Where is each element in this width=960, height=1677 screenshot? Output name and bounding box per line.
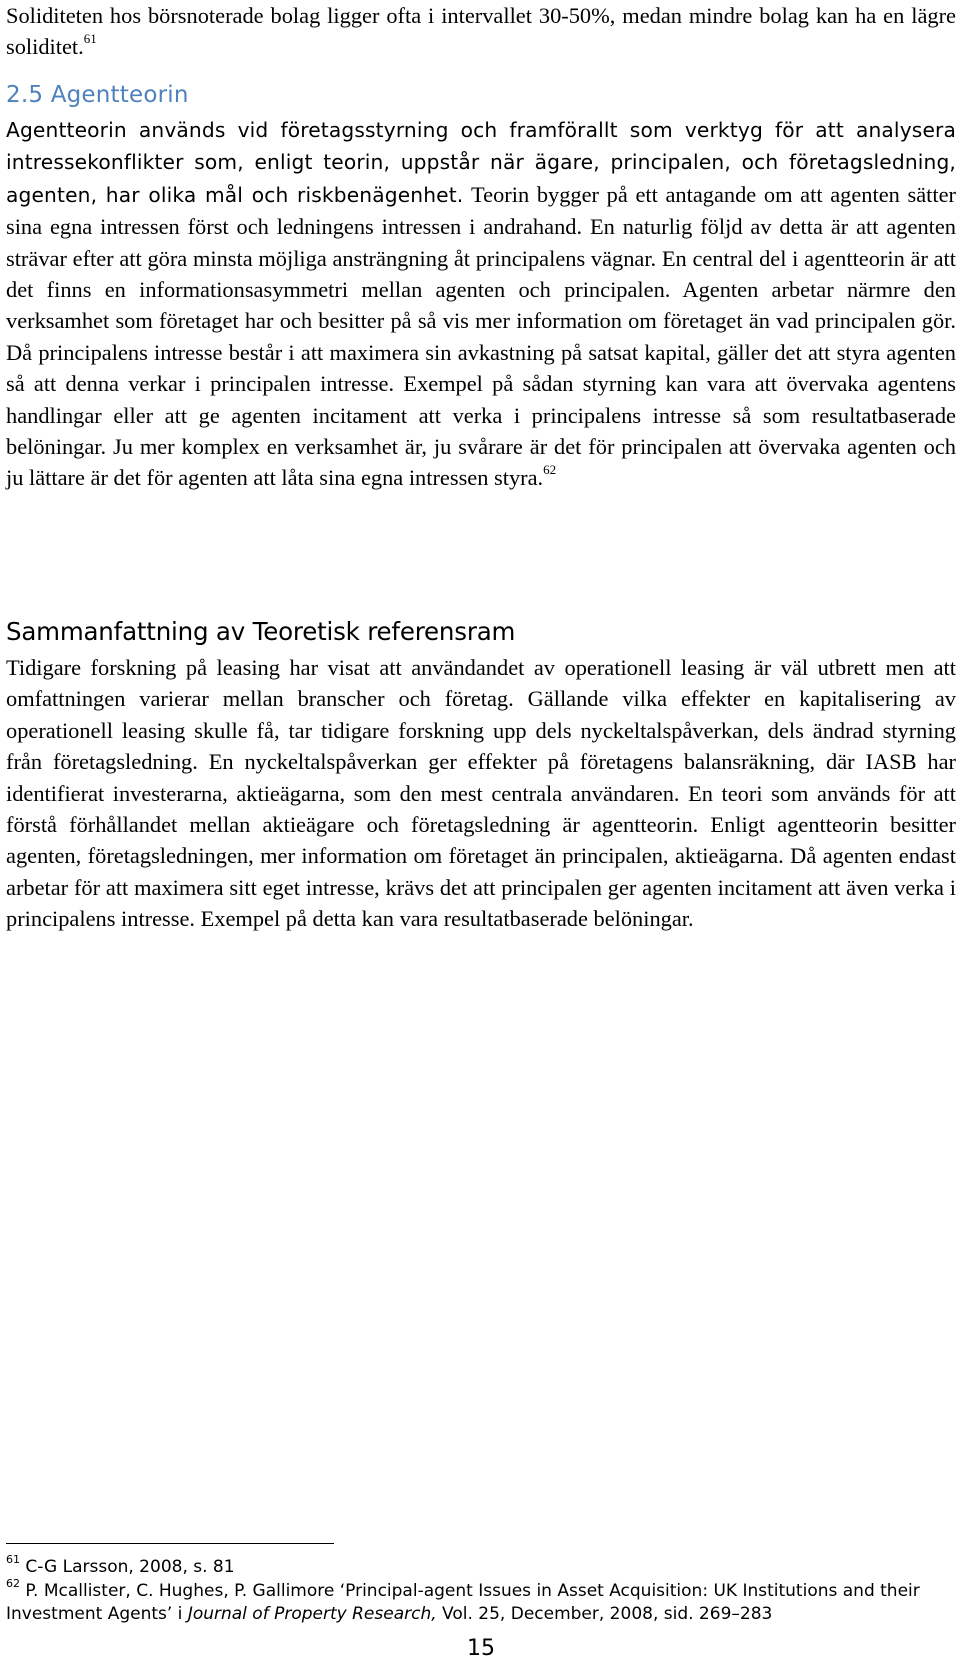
footnotes: [6, 1553, 956, 1627]
paragraph-agentteorin-intro: Agentteorin används vid företagsstyrning och framförallt som verktyg för att analysera intressekonflikter som, enligt teorin, uppstår när ägare, principalen, och företagsledning, agenten, har olika mål och riskbenägenhet.: [6, 118, 956, 207]
footnote-61: [6, 1553, 956, 1580]
paragraph-summary: Tidigare forskning på leasing har visat att användandet av operationell leasing är väl utbrett men att omfattningen varierar mellan branscher och företag. Gällande vilka effekter en kapitalisering av operationell leasing skulle få, tar tidigare forskning upp dels nyckeltalspåverkan, dels ändrad styrning från företagsledning. En nyckeltalspåverkan ger effekter på företagens balansräkning, där IASB har identifierat investerarna, aktieägarna, som den mest centrala användaren. En teori som används för att förstå förhållandet mellan aktieägare och företagsledning är agentteorin. Enligt agentteorin besitter agenten, företagsledningen, mer information om företaget än principalen, aktieägarna. Då agenten endast arbetar för att maximera sitt eget intresse, krävs det att principalen ger agenten incitament att även verka i principalens intresse. Exempel på detta kan vara resultatbaserade belöningar.: [6, 655, 956, 932]
footnote-number-61: 61: [6, 1553, 20, 1567]
footnote-ref-61[interactable]: 61: [83, 30, 97, 46]
page-number: 15: [467, 1636, 495, 1661]
document-page: [6, 0, 956, 1677]
footnote-62: [6, 1576, 956, 1627]
paragraph-solidity-text: Soliditeten hos börsnoterade bolag ligger ofta i intervallet 30-50%, medan mindre bolag kan ha en lägre soliditet.: [6, 3, 956, 60]
footnote-61-text: C-G Larsson, 2008, s. 81: [25, 1557, 235, 1577]
section-heading-summary: Sammanfattning av Teoretisk referensram: [6, 617, 516, 646]
footnote-number-62: 62: [6, 1576, 20, 1590]
footnote-ref-62[interactable]: 62: [543, 462, 557, 477]
paragraph-agentteorin-body: Teorin bygger på ett antagande om att agenten sätter sina egna intressen först och ledningens intressen i andrahand. En naturlig följd av detta är att agenten strävar efter att göra minsta möjliga ansträngning åt principalens vägnar. En central del i agentteorin är att det finns en informationsasymmetri mellan agenten och principalen. Agenten arbetar närmre den verksamhet som företaget har och besitter på så vis mer information om företaget än vad principalen gör. Då principalens intresse består i att maximera sin avkastning på satsat kapital, gäller det att styra agenten så att denna verkar i principalen intresse. Exempel på sådan styrning kan vara att övervaka agentens handlingar eller att ge agenten incitament att verka i principalens intresse så som resultatbaserade belöningar. Ju mer komplex en verksamhet är, ju svårare är det för principalen att övervaka agenten och ju lättare är det för agenten att låta sina egna intressen styra.: [6, 181, 956, 491]
footnote-62-journal: Journal of Property Research,: [187, 1604, 437, 1624]
footnote-divider: [6, 1543, 334, 1544]
section-heading-agentteorin: 2.5 Agentteorin: [6, 82, 189, 108]
footnote-62-text-after: Vol. 25, December, 2008, sid. 269–283: [436, 1604, 773, 1624]
paragraph-agentteorin: [6, 114, 956, 494]
paragraph-solidity: [6, 0, 956, 63]
footnote-62-text: P. Mcallister, C. Hughes, P. Gallimore ‘Principal-agent Issues in Asset Acquisition: UK Institutions and their Investment Agents’ i: [6, 1580, 920, 1624]
